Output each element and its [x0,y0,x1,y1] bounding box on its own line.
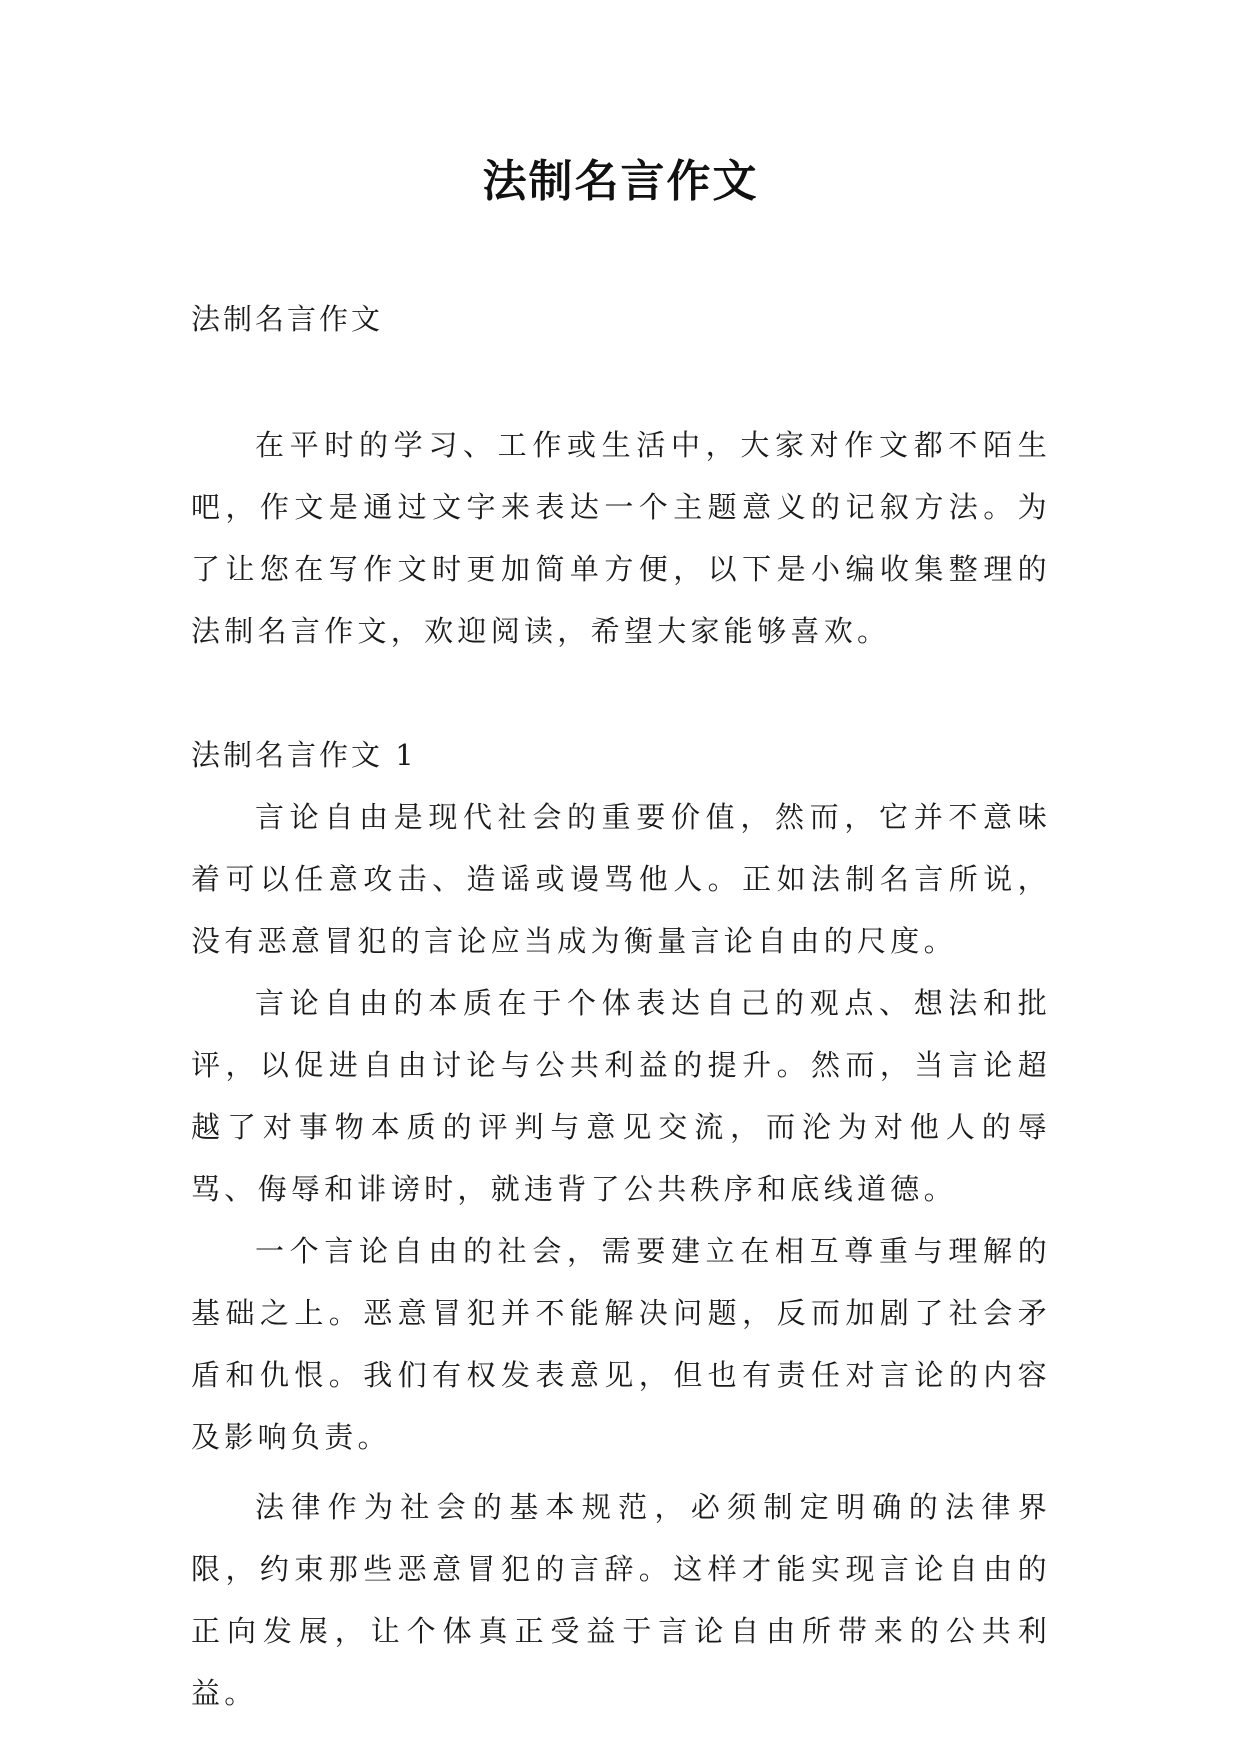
spacer [191,350,1051,414]
document-title: 法制名言作文 [482,156,759,207]
body-paragraph: 言论自由是现代社会的重要价值，然而，它并不意味着可以任意攻击、造谣或谩骂他人。正如法制名言所说，没有恶意冒犯的言论应当成为衡量言论自由的尺度。 [191,800,1051,958]
body-paragraph: 言论自由的本质在于个体表达自己的观点、想法和批评，以促进自由讨论与公共利益的提升。然而，当言论超越了对事物本质的评判与意见交流，而沦为对他人的辱骂、侮辱和诽谤时，就违背了公共秩序和底线道德。 [191,986,1051,1206]
body-paragraph: 一个言论自由的社会，需要建立在相互尊重与理解的基础之上。恶意冒犯并不能解决问题，反而加剧了社会矛盾和仇恨。我们有权发表意见，但也有责任对言论的内容及影响负责。 [191,1234,1051,1454]
document-body [191,288,1051,1724]
section-heading: 法制名言作文 1 [191,738,417,772]
spacer [191,662,1051,724]
body-paragraph: 法律作为社会的基本规范，必须制定明确的法律界限，约束那些恶意冒犯的言辞。这样才能实现言论自由的正向发展，让个体真正受益于言论自由所带来的公共利益。 [191,1490,1051,1710]
document-subtitle: 法制名言作文 [191,302,384,336]
intro-paragraph: 在平时的学习、工作或生活中，大家对作文都不陌生吧，作文是通过文字来表达一个主题意义的记叙方法。为了让您在写作文时更加简单方便，以下是小编收集整理的法制名言作文，欢迎阅读，希望大家能够喜欢。 [191,428,1051,648]
